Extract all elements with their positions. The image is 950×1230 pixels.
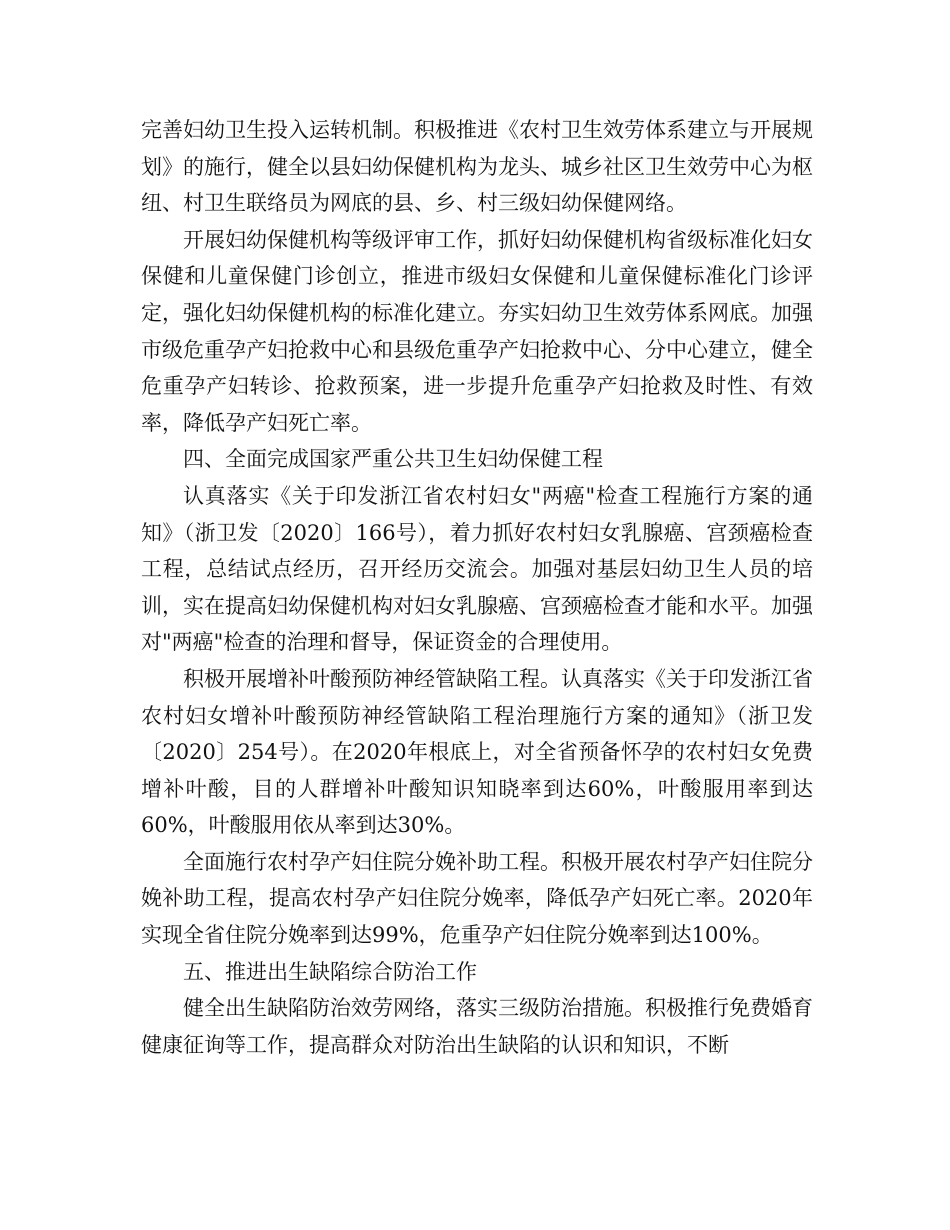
paragraph-3: 认真落实《关于印发浙江省农村妇女"两癌"检查工程施行方案的通知》（浙卫发〔2020〕166号），着力抓好农村妇女乳腺癌、宫颈癌检查工程，总结试点经历，召开经历交流会。加强对基层妇幼卫生人员的培训，实在提高妇幼保健机构对妇女乳腺癌、宫颈癌检查才能和水平。加强对"两癌"检查的治理和督导，保证资金的合理使用。 xyxy=(141,483,813,655)
section-heading-5: 五、推进出生缺陷综合防治工作 xyxy=(183,959,477,984)
paragraph-2: 开展妇幼保健机构等级评审工作，抓好妇幼保健机构省级标准化妇女保健和儿童保健门诊创立，推进市级妇女保健和儿童保健标准化门诊评定，强化妇幼保健机构的标准化建立。夯实妇幼卫生效劳体系网底。加强市级危重孕产妇抢救中心和县级危重孕产妇抢救中心、分中心建立，健全危重孕产妇转诊、抢救预案，进一步提升危重孕产妇抢救及时性、有效率，降低孕产妇死亡率。 xyxy=(141,227,813,435)
section-heading-4: 四、全面完成国家严重公共卫生妇幼保健工程 xyxy=(183,447,603,472)
document-body xyxy=(141,112,813,1063)
paragraph-6: 健全出生缺陷防治效劳网络，落实三级防治措施。积极推行免费婚育健康征询等工作，提高群众对防治出生缺陷的认识和知识，不断 xyxy=(141,996,813,1057)
paragraph-5: 全面施行农村孕产妇住院分娩补助工程。积极开展农村孕产妇住院分娩补助工程，提高农村孕产妇住院分娩率，降低孕产妇死亡率。2020年实现全省住院分娩率到达99%，危重孕产妇住院分娩率到达100%。 xyxy=(141,849,813,948)
paragraph-1: 完善妇幼卫生投入运转机制。积极推进《农村卫生效劳体系建立与开展规划》的施行，健全以县妇幼保健机构为龙头、城乡社区卫生效劳中心为枢纽、村卫生联络员为网底的县、乡、村三级妇幼保健网络。 xyxy=(141,118,813,216)
paragraph-4: 积极开展增补叶酸预防神经管缺陷工程。认真落实《关于印发浙江省农村妇女增补叶酸预防神经管缺陷工程治理施行方案的通知》（浙卫发〔2020〕254号）。在2020年根底上，对全省预备怀孕的农村妇女免费增补叶酸，目的人群增补叶酸知识知晓率到达60%，叶酸服用率到达60%，叶酸服用依从率到达30%。 xyxy=(141,666,813,838)
